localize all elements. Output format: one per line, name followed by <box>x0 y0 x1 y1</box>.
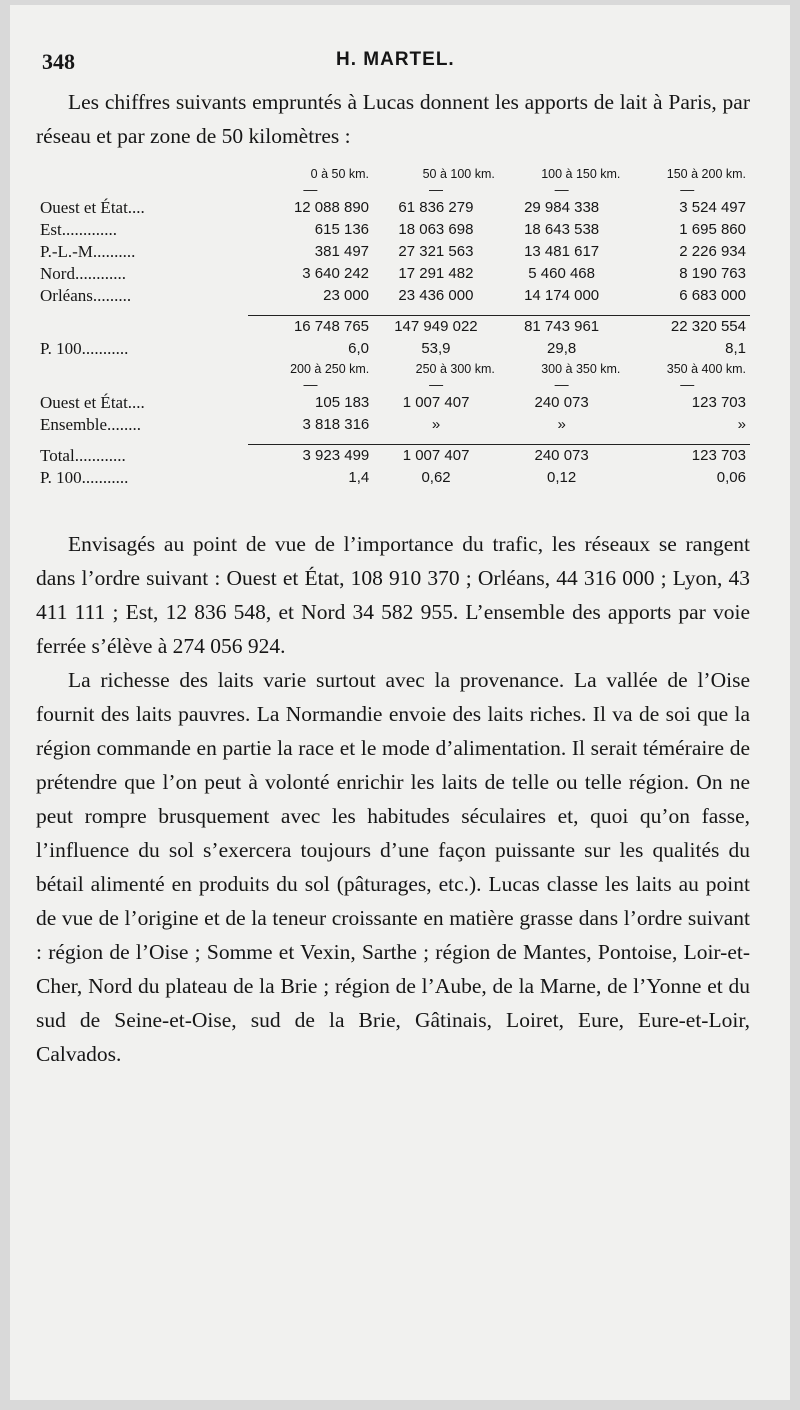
zone-header: 100 à 150 km. <box>541 167 621 181</box>
milk-richness-paragraph: La richesse des laits varie surtout avec la provenance. La vallée de l’Oise fournit des laits pauvres. La Normandie envoie des laits riches. Il va de soi que la région commande en partie la race et le mode d’alimentation. Il serait téméraire de prétendre que l’on peut à volonté enrichir les laits de telle ou telle région. On ne peut rompre brusquement avec les habitudes séculaires et, quoi qu’on fasse, l’influence du sol s’exercera toujours d’une façon puissante sur les qualités du bétail alimenté en produits du sol (pâturages, etc.). Lucas classe les laits au point de vue de l’origine et de la teneur croissante en matière grasse dans l’ordre suivant : région de l’Oise ; Somme et Vexin, Sarthe ; région de Mantes, Pontoise, Loir-et-Cher, Nord du plateau de la Brie ; région de l’Aube, de la Marne, de l’Yonne et du sud de Seine-et-Oise, sud de la Brie, Gâtinais, Loiret, Eure, Eure-et-Loir, Calvados. <box>36 668 750 1066</box>
cell-value: 17 291 482 <box>398 265 474 282</box>
zone-header: 200 à 250 km. <box>290 362 370 376</box>
cell-value: 1 695 860 <box>679 221 746 238</box>
table-row <box>36 219 750 241</box>
cell-value: 27 321 563 <box>398 243 474 260</box>
zone-header: 350 à 400 km. <box>666 362 746 376</box>
dash-row: — — — — <box>303 181 695 197</box>
cell-value: 23 436 000 <box>398 287 474 304</box>
row-label: P. 100........... <box>40 339 129 358</box>
cell-value: 14 174 000 <box>524 287 600 304</box>
running-head: H. MARTEL. <box>336 49 455 70</box>
cell-value: » <box>431 416 441 433</box>
table-zones-200-400 <box>36 362 750 489</box>
percent-row <box>36 338 750 360</box>
row-label: P.-L.-M.......... <box>40 242 136 261</box>
total-value: 240 073 <box>499 445 625 468</box>
cell-value: 123 703 <box>691 394 746 411</box>
row-label: P. 100........... <box>40 468 129 487</box>
totals-row <box>36 316 750 339</box>
percent-value: 1,4 <box>348 469 370 486</box>
cell-value: 5 460 468 <box>528 265 595 282</box>
total-value: 16 748 765 <box>248 316 373 339</box>
row-label: Total............ <box>40 445 126 465</box>
row-label: Est............. <box>40 220 117 239</box>
cell-value: 1 007 407 <box>402 394 470 411</box>
intro-paragraph: Les chiffres suivants empruntés à Lucas donnent les apports de lait à Paris, par réseau et par zone de 50 kilomètres : <box>36 90 750 148</box>
row-label: Orléans......... <box>40 286 132 305</box>
cell-value: 615 136 <box>314 221 370 238</box>
zone-header: 250 à 300 km. <box>415 362 495 376</box>
cell-value: 3 524 497 <box>679 199 746 216</box>
cell-value: 105 183 <box>315 394 370 411</box>
table-row <box>36 197 750 219</box>
table-row <box>36 263 750 285</box>
cell-value: 29 984 338 <box>524 199 600 216</box>
cell-value: 18 643 538 <box>524 221 600 238</box>
cell-value: 3 818 316 <box>302 416 370 433</box>
zone-header: 0 à 50 km. <box>310 167 370 181</box>
page-number: 348 <box>42 49 75 74</box>
traffic-paragraph: Envisagés au point de vue de l’importance du trafic, les réseaux se rangent dans l’ordre suivant : Ouest et État, 108 910 370 ; Orléans, 44 316 000 ; Lyon, 43 411 111 ; Est, 12 836 548, et Nord 34 582 955. L’ensemble des apports par voie ferrée s’élève à 274 056 924. <box>36 532 750 658</box>
cell-value: 3 640 242 <box>302 265 370 282</box>
percent-value: 6,0 <box>348 340 370 357</box>
cell-value: 13 481 617 <box>524 243 600 260</box>
cell-value: 8 190 763 <box>679 265 746 282</box>
table-row <box>36 241 750 263</box>
cell-value: 240 073 <box>534 394 589 411</box>
zone-header: 50 à 100 km. <box>422 167 495 181</box>
total-value: 1 007 407 <box>373 445 499 468</box>
cell-value: 18 063 698 <box>398 221 474 238</box>
zone-header-row <box>36 362 750 376</box>
cell-value: 6 683 000 <box>679 287 746 304</box>
table-row <box>36 392 750 414</box>
cell-value: 23 000 <box>323 287 370 304</box>
percent-value: 0,06 <box>716 469 746 486</box>
cell-value: 61 836 279 <box>398 199 474 216</box>
table-row <box>36 414 750 436</box>
percent-value: 53,9 <box>421 340 451 357</box>
percent-row <box>36 467 750 489</box>
total-value: 123 703 <box>624 445 750 468</box>
row-label: Nord............ <box>40 264 126 283</box>
zone-header: 300 à 350 km. <box>541 362 621 376</box>
book-page <box>10 5 790 1400</box>
cell-value: » <box>557 416 566 433</box>
cell-value: 2 226 934 <box>679 243 746 260</box>
table-zones-0-200 <box>36 167 750 360</box>
percent-value: 29,8 <box>547 340 577 357</box>
cell-value: » <box>737 416 746 433</box>
total-value: 147 949 022 <box>373 316 499 339</box>
table-row <box>36 285 750 307</box>
total-value: 22 320 554 <box>624 316 750 339</box>
cell-value: 381 497 <box>314 243 370 260</box>
dash-row: — — — — <box>303 376 695 392</box>
total-value: 3 923 499 <box>248 445 374 468</box>
percent-value: 0,62 <box>421 469 451 486</box>
percent-value: 0,12 <box>547 469 577 486</box>
page-header <box>36 45 750 85</box>
totals-row <box>36 445 750 468</box>
cell-value: 12 088 890 <box>293 199 370 216</box>
row-label: Ensemble........ <box>40 415 142 434</box>
zone-header-row <box>36 167 750 181</box>
total-value: 81 743 961 <box>499 316 625 339</box>
row-label: Ouest et État.... <box>40 198 145 217</box>
zone-header: 150 à 200 km. <box>666 167 746 181</box>
percent-value: 8,1 <box>725 340 746 357</box>
row-label: Ouest et État.... <box>40 393 145 412</box>
